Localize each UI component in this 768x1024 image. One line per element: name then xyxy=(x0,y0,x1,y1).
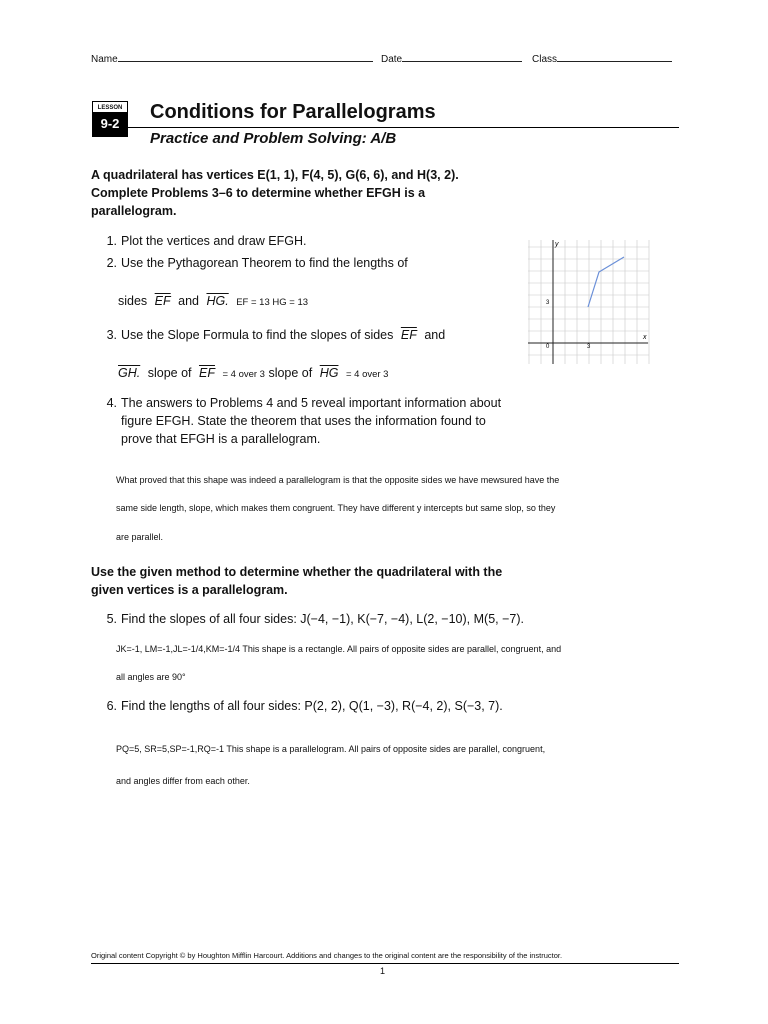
class-field xyxy=(532,51,672,65)
efgh-drawn-segments xyxy=(588,257,624,307)
problem-1 xyxy=(91,232,307,250)
lesson-number: 9-2 xyxy=(100,116,120,131)
x-tick-label: 3 xyxy=(587,344,591,350)
name-label: Name xyxy=(91,54,118,65)
sides-label: sides xyxy=(118,294,148,308)
and-label: and xyxy=(178,294,199,308)
y-axis-label: y xyxy=(555,241,559,248)
name-line[interactable] xyxy=(118,51,373,62)
problem-text: Use the Slope Formula to find the slopes of sides xyxy=(121,328,394,342)
name-field xyxy=(91,51,373,65)
page-subtitle: Practice and Problem Solving: A/B xyxy=(150,130,397,147)
answer-text[interactable]: JK=-1, LM=-1,JL=-1/4,KM=-1/4 This shape is a rectangle. All pairs of opposite sides are parallel, congruent, and xyxy=(116,644,562,654)
problem-text: Plot the vertices and draw EFGH. xyxy=(121,234,307,248)
problem-number: 2. xyxy=(106,256,117,270)
x-axis-label: x xyxy=(643,334,647,341)
segment-ef: $\overline{EF}$ xyxy=(198,366,215,380)
problem-5 xyxy=(91,610,524,628)
answer-text[interactable]: all angles are 90° xyxy=(116,672,186,682)
intro-line: Complete Problems 3–6 to determine whether EFGH is a xyxy=(91,186,426,200)
date-line[interactable] xyxy=(402,51,522,62)
problem-3 xyxy=(91,326,445,344)
problem-number: 3. xyxy=(106,328,117,342)
problem-number: 1. xyxy=(106,234,117,248)
intro-line: A quadrilateral has vertices E(1, 1), F(4, 5), G(6, 6), and H(3, 2). xyxy=(91,168,459,182)
date-label: Date xyxy=(381,54,403,65)
problem-text: The answers to Problems 4 and 5 reveal important information about xyxy=(121,396,502,410)
problem-text: Use the Pythagorean Theorem to find the lengths of xyxy=(121,256,408,270)
problem-4 xyxy=(91,394,501,448)
problem-number: 5. xyxy=(106,612,117,626)
date-field xyxy=(381,51,522,65)
answer-slope-hg[interactable]: = 4 over 3 xyxy=(345,369,389,380)
answer-text[interactable]: and angles differ from each other. xyxy=(116,776,250,786)
segment-ef: $\overline{EF}$ xyxy=(154,294,171,308)
slope-label: slope of xyxy=(147,366,192,380)
problem-2 xyxy=(91,254,408,272)
slope-label: slope of xyxy=(268,366,313,380)
segment-gh: GH. xyxy=(118,366,141,380)
lesson-badge xyxy=(92,101,128,137)
footer-divider xyxy=(91,963,679,964)
intro-instructions xyxy=(91,166,531,220)
problem-number: 4. xyxy=(106,396,117,410)
segment-hg: HG. xyxy=(206,294,229,308)
class-label: Class xyxy=(532,54,558,65)
section-line: given vertices is a parallelogram. xyxy=(91,583,288,597)
problem-number: 6. xyxy=(106,699,117,713)
intro-line: parallelogram. xyxy=(91,204,177,218)
problem-6 xyxy=(91,697,503,715)
answer-slope-ef[interactable]: = 4 over 3 xyxy=(222,369,265,380)
section-instructions xyxy=(91,563,561,599)
answer-text[interactable]: are parallel. xyxy=(116,532,164,542)
title-divider xyxy=(128,127,679,128)
answer-text[interactable]: PQ=5, SR=5,SP=-1,RQ=-1 This shape is a parallelogram. All pairs of opposite sides are parallel, congruent, xyxy=(116,744,546,754)
problem-text: Find the lengths of all four sides: P(2, 2), Q(1, −3), R(−4, 2), S(−3, 7). xyxy=(121,699,503,713)
answer-lengths[interactable]: EF = 13 HG = 13 xyxy=(236,297,309,308)
problem-text: prove that EFGH is a parallelogram. xyxy=(121,432,321,446)
problem-3-answer-line xyxy=(118,364,388,384)
segment-ef: $\overline{EF}$ xyxy=(400,328,417,342)
y-tick-label: 3 xyxy=(546,300,550,306)
answer-text[interactable]: What proved that this shape was indeed a parallelogram is that the opposite sides we have mewsured have the xyxy=(116,475,560,485)
problem-2-answer-line xyxy=(118,292,308,312)
class-line[interactable] xyxy=(557,51,672,62)
origin-label: 0 xyxy=(546,344,550,350)
problem-text: Find the slopes of all four sides: J(−4, −1), K(−7, −4), L(2, −10), M(5, −7). xyxy=(121,612,524,626)
answer-text[interactable]: same side length, slope, which makes them congruent. They have different y intercepts but same slop, so they xyxy=(116,503,556,513)
segment-hg: $\overline{HG}$ xyxy=(319,366,339,380)
section-line: Use the given method to determine whether the quadrilateral with the xyxy=(91,565,503,579)
lesson-tag: LESSON xyxy=(92,101,128,113)
coordinate-grid xyxy=(528,240,650,366)
and-label: and xyxy=(424,328,446,342)
page-number: 1 xyxy=(380,966,386,976)
page-title: Conditions for Parallelograms xyxy=(150,101,436,123)
copyright-notice: Original content Copyright © by Houghton Mifflin Harcourt. Additions and changes to the original content are the responsibility of the instructor. xyxy=(91,951,563,960)
problem-text: figure EFGH. State the theorem that uses the information found to xyxy=(121,414,486,428)
